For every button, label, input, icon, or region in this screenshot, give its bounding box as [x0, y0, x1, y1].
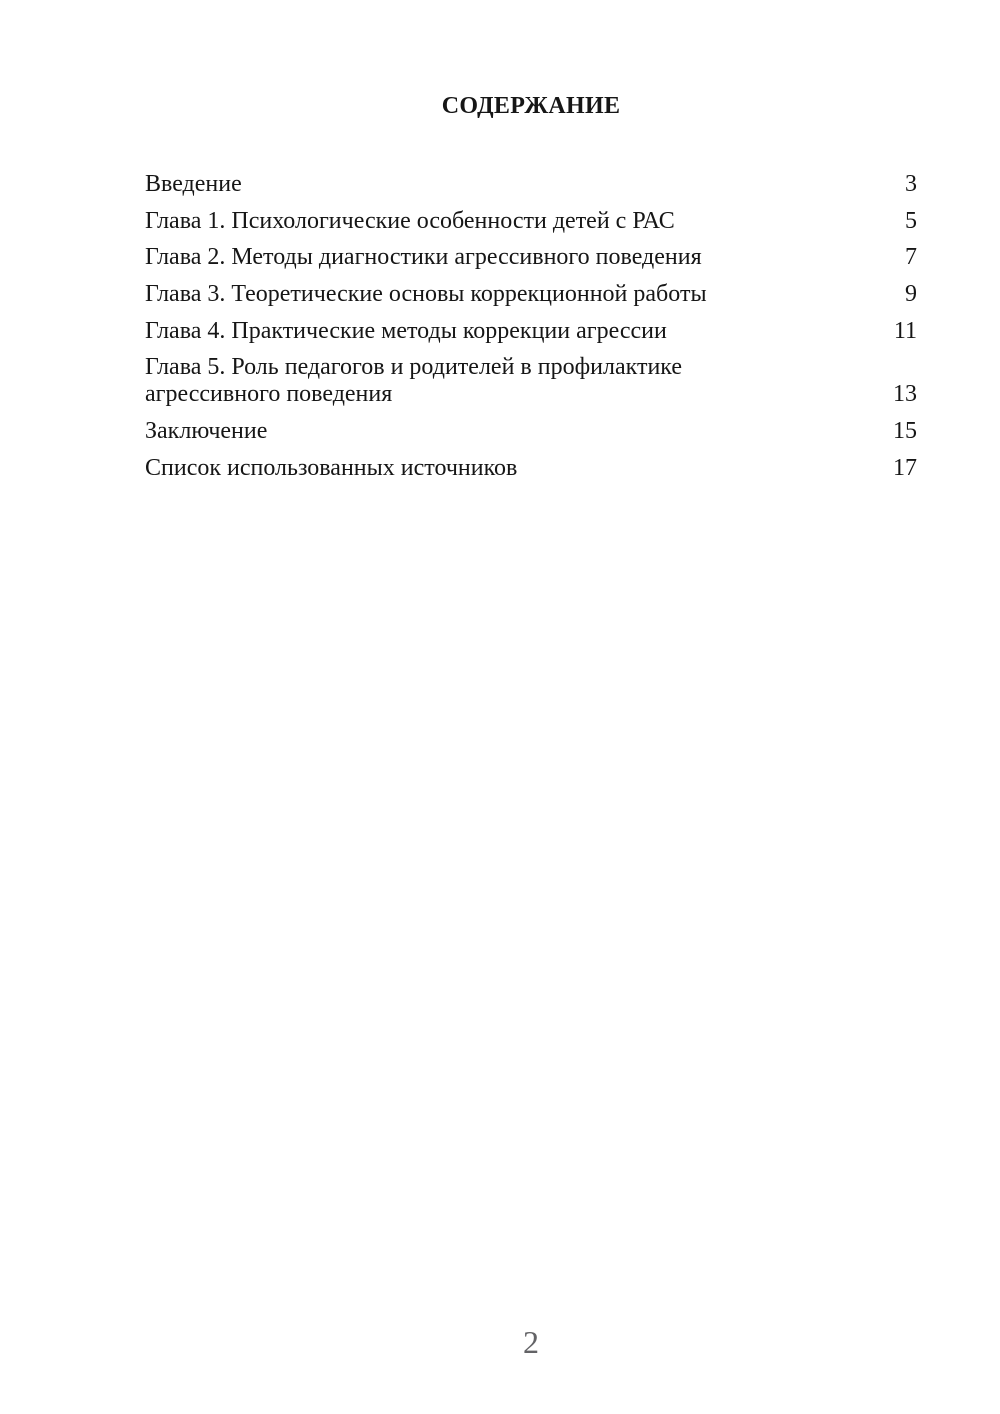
toc-entry [145, 418, 917, 445]
toc-list [145, 171, 917, 492]
toc-entry-page: 3 [905, 171, 917, 197]
toc-entry-title: Список использованных источников [145, 454, 518, 481]
toc-entry-page: 5 [905, 207, 917, 234]
toc-entry-title: Глава 4. Практические методы коррекции агрессии [145, 317, 667, 344]
toc-entry [145, 455, 917, 482]
toc-entry [145, 281, 917, 308]
toc-entry-title: Глава 5. Роль педагогов и родителей в профилактике агрессивного поведения [145, 354, 682, 408]
toc-entry-page: 9 [905, 281, 917, 308]
toc-entry-page: 17 [893, 454, 917, 481]
toc-entry [145, 208, 917, 235]
toc-entry-title: Глава 3. Теоретические основы коррекционной работы [145, 281, 707, 308]
toc-entry [145, 354, 917, 408]
toc-entry-page: 7 [905, 244, 917, 271]
toc-entry-page: 11 [893, 317, 917, 344]
toc-entry-page: 13 [893, 381, 917, 408]
toc-entry-title: Заключение [145, 418, 268, 445]
page-title: СОДЕРЖАНИЕ [441, 93, 621, 119]
toc-entry-title: Глава 2. Методы диагностики агрессивного поведения [145, 244, 702, 271]
toc-entry-title: Введение [145, 171, 242, 197]
toc-entry [145, 244, 917, 271]
toc-entry-page: 15 [893, 418, 917, 445]
page-number: 2 [523, 1324, 539, 1360]
toc-entry [145, 171, 917, 198]
toc-entry-title: Глава 1. Психологические особенности детей с РАС [145, 207, 675, 234]
toc-entry [145, 318, 917, 345]
